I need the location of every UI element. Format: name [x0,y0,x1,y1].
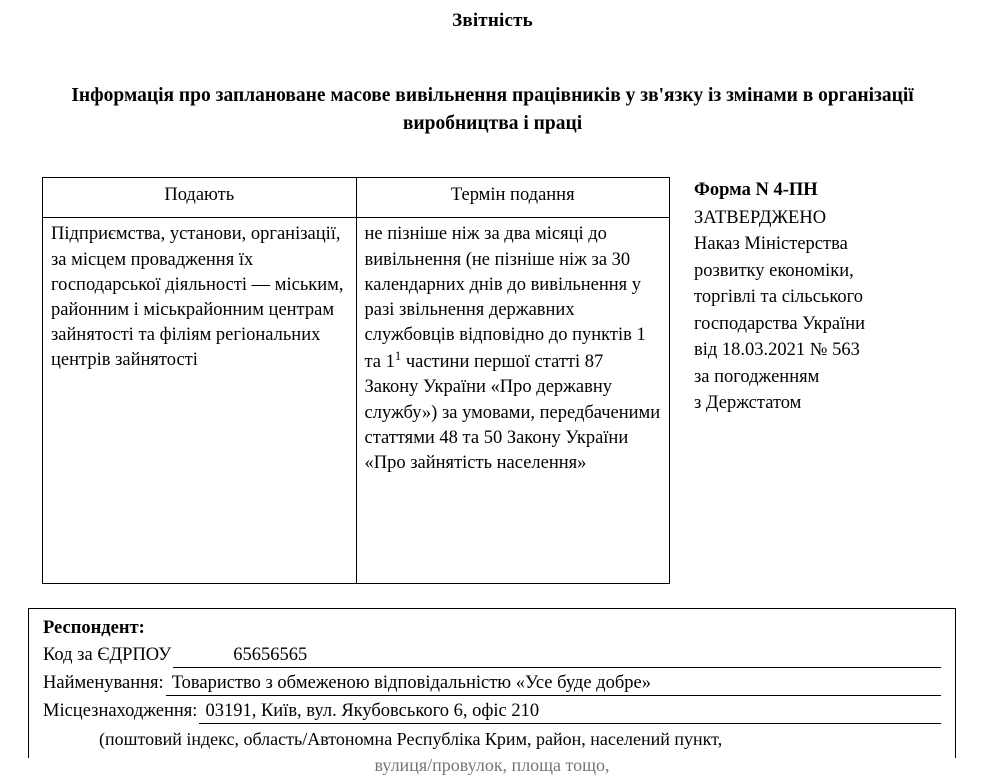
table-header-row [43,178,670,218]
table-row [43,218,670,584]
cell-term [356,218,670,584]
cell-term-superscript: 1 [394,349,402,364]
address-row [43,699,941,724]
name-label: Найменування: [43,673,164,694]
edrpou-value: 65656565 [233,644,308,665]
edrpou-field[interactable] [173,643,941,668]
form-approved-label: ЗАТВЕРДЖЕНО [694,207,827,228]
respondent-box [28,608,956,776]
address-value: 03191, Київ, вул. Якубовського 6, офіс 210 [205,701,540,722]
address-label: Місцезнаходження: [43,701,198,722]
submission-table [42,177,670,584]
form-approval-line-4: від 18.03.2021 № 563 [694,340,860,361]
form-approval-line-5: за погодженням [694,366,820,387]
form-approval-line-1: розвитку економіки, [694,260,854,281]
form-approval-block [694,177,974,416]
address-hint: (поштовий індекс, область/Автономна Республіка Крим, район, населений пункт, [99,729,723,750]
form-approval-line-6: з Держстатом [694,393,802,413]
cell-who-text: Підприємства, установи, організації, за місцем провадження їх господарської діяльності — міським, районним і міськрайонним центрам зайнятості та філіям регіональних центрів зайнятості [51,224,344,371]
name-row [43,671,941,696]
cell-term-text-part2: частини першої статті 87 Закону України «Про державну службу») за умовами, передбаченими статтями 48 та 50 Закону України «Про зайнятість населення» [364,352,661,473]
form-approval-line-0: Наказ Міністерства [694,234,848,255]
form-approval-line-2: торгівлі та сільського [694,287,864,308]
column-header-who: Подають [43,178,357,218]
edrpou-label: Код за ЄДРПОУ [43,644,172,665]
respondent-title: Респондент: [43,618,145,638]
middle-section [0,177,985,577]
edrpou-row [43,643,941,668]
address-field[interactable] [199,699,941,724]
document-heading: Інформація про заплановане масове вивільнення працівників у зв'язку із змінами в організації виробництва і праці [71,85,914,134]
form-approval-line-3: господарства України [694,313,866,334]
cell-term-text-part1: не пізніше ніж за два місяці до вивільнення (не пізніше ніж за 30 календарних днів до вивільнення у разі звільнення державних службовців відповідно до пунктів 1 та 1 [364,224,646,373]
cell-who [43,218,357,584]
column-header-term: Термін подання [356,178,670,218]
name-field[interactable] [166,671,941,696]
address-hint-secondary: вулиця/провулок, площа тощо, [374,755,610,776]
name-value: Товариство з обмеженою відповідальністю «Усе буде добре» [171,673,651,694]
document-page [0,10,985,776]
cell-term-text [365,222,662,476]
page-title: Звітність [452,10,533,31]
form-number: Форма N 4-ПН [694,180,818,201]
